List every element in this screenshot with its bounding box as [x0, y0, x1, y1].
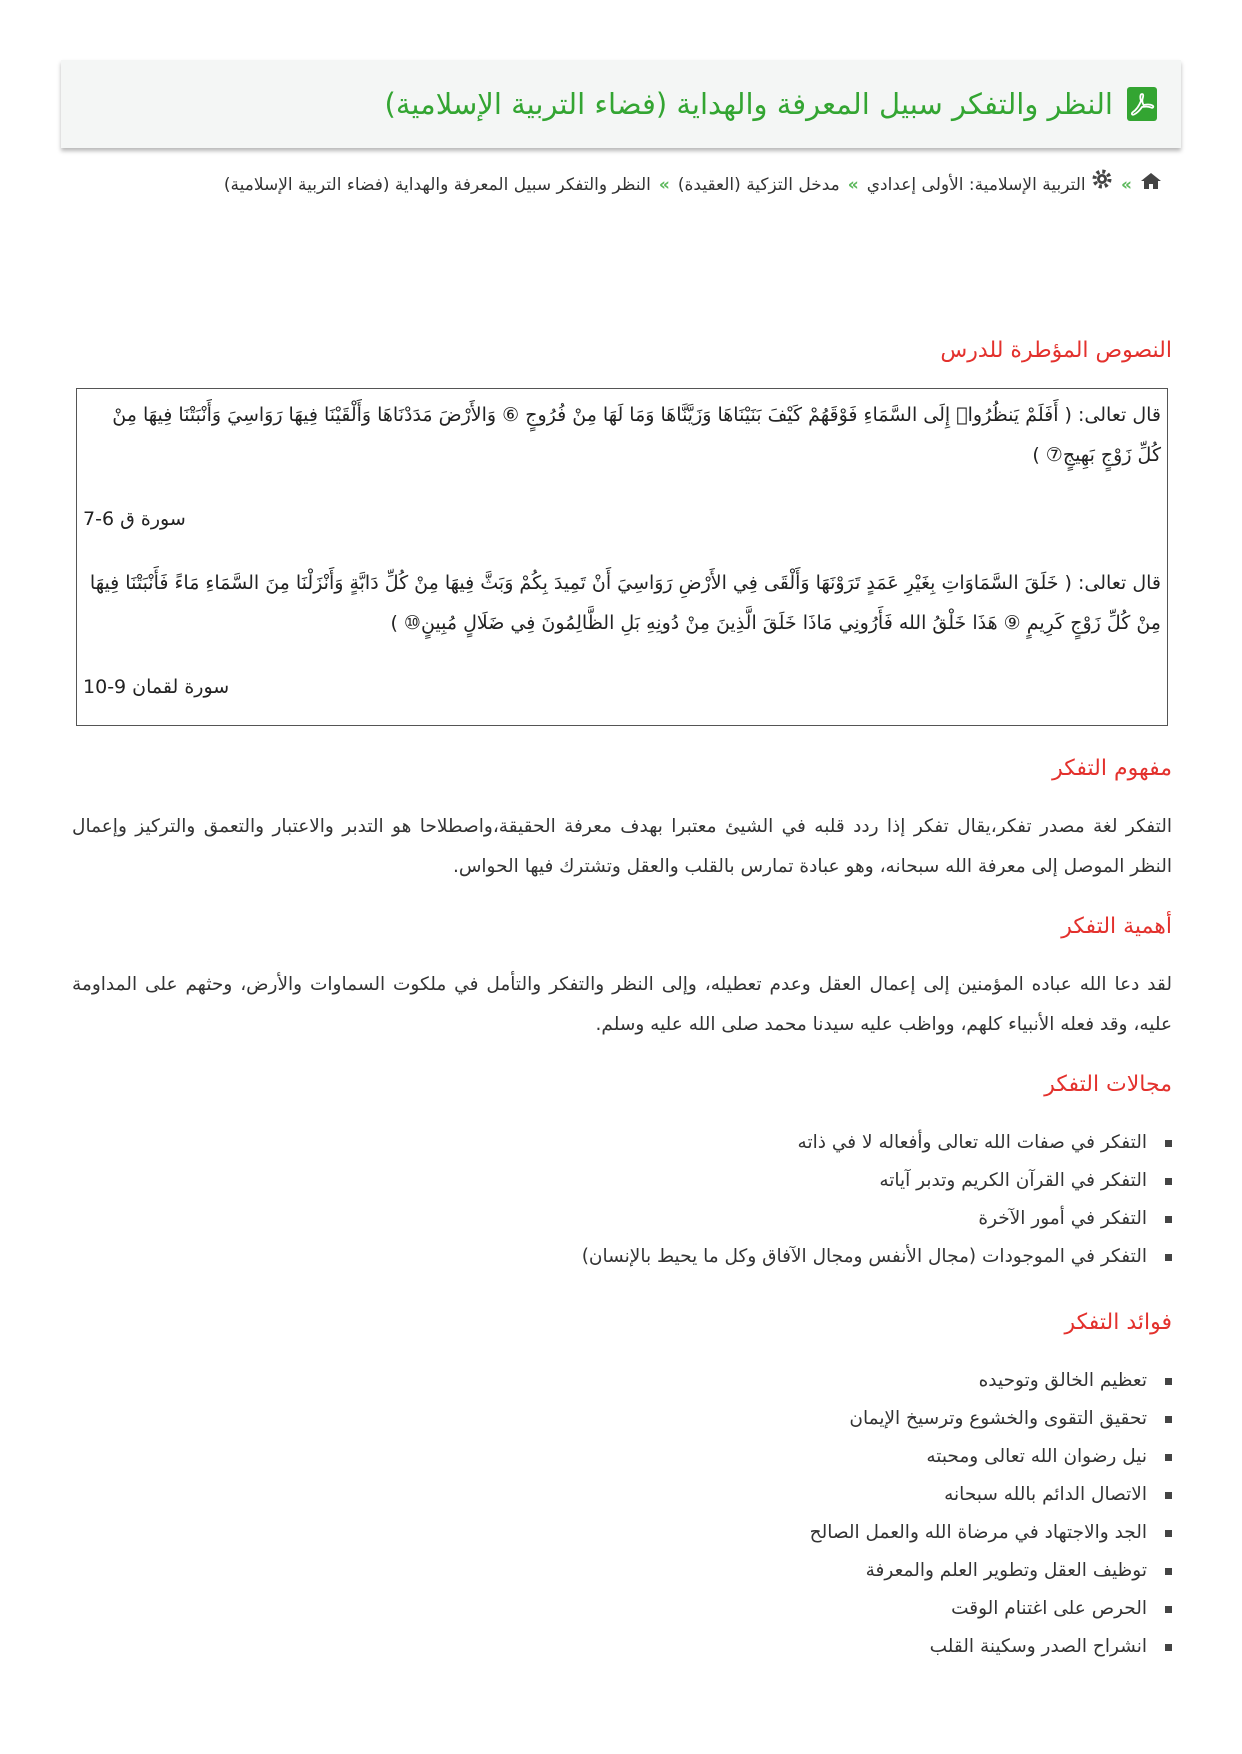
- fields-list: [582, 1124, 1172, 1276]
- list-item: [810, 1514, 1172, 1552]
- quote-source-label: سورة لقمان 9-10: [83, 676, 230, 698]
- list-item: [582, 1162, 1172, 1200]
- section-heading-texts: النصوص المؤطرة للدرس: [940, 338, 1172, 363]
- quote-source: [83, 667, 1161, 707]
- bullet-icon: [1165, 1416, 1172, 1423]
- list-item-label: التفكر في الموجودات (مجال الأنفس ومجال الآفاق وكل ما يحيط بالإنسان): [581, 1246, 1147, 1267]
- page-title: النظر والتفكر سبيل المعرفة والهداية (فضاء التربية الإسلامية): [384, 86, 1113, 121]
- benefits-list: [810, 1362, 1172, 1666]
- pdf-icon[interactable]: [1125, 86, 1159, 122]
- section-heading-fields: مجالات التفكر: [1044, 1072, 1172, 1097]
- bullet-icon: [1165, 1254, 1172, 1261]
- gear-icon: [1091, 166, 1113, 204]
- list-item: [810, 1590, 1172, 1628]
- list-item: [810, 1362, 1172, 1400]
- breadcrumb-item-subject[interactable]: التربية الإسلامية: الأولى إعدادي: [866, 175, 1086, 195]
- quote-text: قال تعالى: ( خَلَقَ السَّمَاوَاتِ بِغَيْرِ عَمَدٍ تَرَوْنَهَا وَأَلْقَى فِي الأَرْضِ رَوَاسِيَ أَنْ تَمِيدَ بِكُمْ وَبَثَّ فِيهَا مِنْ كُلِّ دَابَّةٍ وَأَنْزَلْنَا مِنَ السَّمَاءِ مَاءً فَأَنْبَتْنَا فِيهَا مِنْ كُلِّ زَوْجٍ كَرِيمٍ ⑨ هَذَا خَلْقُ الله فَأَرُونِي مَاذَا خَلَقَ الَّذِينَ مِنْ دُونِهِ بَلِ الظَّالِمُونَ فِي ضَلَالٍ مُبِينٍ⑩ ): [89, 572, 1161, 634]
- list-item: [810, 1552, 1172, 1590]
- bullet-icon: [1165, 1606, 1172, 1613]
- quotes-box: [76, 388, 1168, 726]
- list-item-label: توظيف العقل وتطوير العلم والمعرفة: [865, 1560, 1147, 1581]
- bullet-icon: [1165, 1216, 1172, 1223]
- home-icon[interactable]: [1140, 166, 1162, 204]
- quote-source-label: سورة ق 6-7: [83, 508, 186, 530]
- list-item-label: الجد والاجتهاد في مرضاة الله والعمل الصالح: [809, 1522, 1147, 1543]
- list-item-label: التفكر في صفات الله تعالى وأفعاله لا في ذاته: [797, 1132, 1147, 1153]
- breadcrumb-separator: »: [1121, 175, 1132, 195]
- list-item: [810, 1438, 1172, 1476]
- bullet-icon: [1165, 1644, 1172, 1651]
- bullet-icon: [1165, 1454, 1172, 1461]
- breadcrumb-item-unit[interactable]: مدخل التزكية (العقيدة): [677, 175, 840, 195]
- list-item: [582, 1124, 1172, 1162]
- breadcrumb-item-current: النظر والتفكر سبيل المعرفة والهداية (فضاء التربية الإسلامية): [223, 175, 651, 195]
- section-heading-concept: مفهوم التفكر: [1052, 756, 1172, 781]
- list-item-label: نيل رضوان الله تعالى ومحبته: [926, 1446, 1147, 1467]
- bullet-icon: [1165, 1568, 1172, 1575]
- list-item-label: الحرص على اغتنام الوقت: [951, 1598, 1147, 1619]
- bullet-icon: [1165, 1530, 1172, 1537]
- quote-source: [83, 499, 1161, 539]
- list-item: [810, 1628, 1172, 1666]
- list-item: [582, 1238, 1172, 1276]
- bullet-icon: [1165, 1492, 1172, 1499]
- bullet-icon: [1165, 1378, 1172, 1385]
- bullet-icon: [1165, 1178, 1172, 1185]
- breadcrumb: [112, 166, 1162, 204]
- section-heading-benefits: فوائد التفكر: [1064, 1310, 1172, 1335]
- list-item-label: تعظيم الخالق وتوحيده: [978, 1370, 1147, 1391]
- list-item-label: التفكر في أمور الآخرة: [978, 1208, 1147, 1229]
- quote-text: قال تعالى: ( أَفَلَمْ يَنظُرُوا۟ إِلَى السَّمَاءِ فَوْقَهُمْ كَيْفَ بَنَيْنَاهَا وَزَيَّنَّاهَا وَمَا لَهَا مِنْ فُرُوجٍ ⑥ وَالأَرْضَ مَدَدْنَاهَا وَأَلْقَيْنَا فِيهَا رَوَاسِيَ وَأَنْبَتْنَا فِيهَا مِنْ كُلِّ زَوْجٍ بَهِيجٍ⑦ ): [112, 404, 1161, 466]
- importance-paragraph: لقد دعا الله عباده المؤمنين إلى إعمال العقل وعدم تعطيله، وإلى النظر والتفكر والتأمل في ملكوت السماوات والأرض، وحثهم على المداومة عليه، وقد فعله الأنبياء كلهم، وواظب عليه سيدنا محمد صلى الله عليه وسلم.: [72, 974, 1172, 1035]
- section-heading-importance: أهمية التفكر: [1061, 914, 1172, 939]
- bullet-icon: [1165, 1140, 1172, 1147]
- concept-paragraph: التفكر لغة مصدر تفكر،يقال تفكر إذا ردد قلبه في الشيئ معتبرا بهدف معرفة الحقيقة،واصطلاحا هو التدبر والاعتبار والتعمق والتركيز وإعمال النظر الموصل إلى معرفة الله سبحانه، وهو عبادة تمارس بالقلب والعقل وتشترك فيها الحواس.: [72, 816, 1172, 877]
- list-item: [810, 1476, 1172, 1514]
- list-item-label: التفكر في القرآن الكريم وتدبر آياته: [879, 1170, 1147, 1191]
- breadcrumb-separator: »: [658, 175, 670, 195]
- list-item-label: تحقيق التقوى والخشوع وترسيخ الإيمان: [849, 1408, 1147, 1429]
- list-item-label: انشراح الصدر وسكينة القلب: [929, 1636, 1147, 1657]
- list-item: [582, 1200, 1172, 1238]
- title-bar: [61, 60, 1181, 148]
- list-item-label: الاتصال الدائم بالله سبحانه: [944, 1484, 1147, 1505]
- breadcrumb-separator: »: [847, 175, 859, 195]
- list-item: [810, 1400, 1172, 1438]
